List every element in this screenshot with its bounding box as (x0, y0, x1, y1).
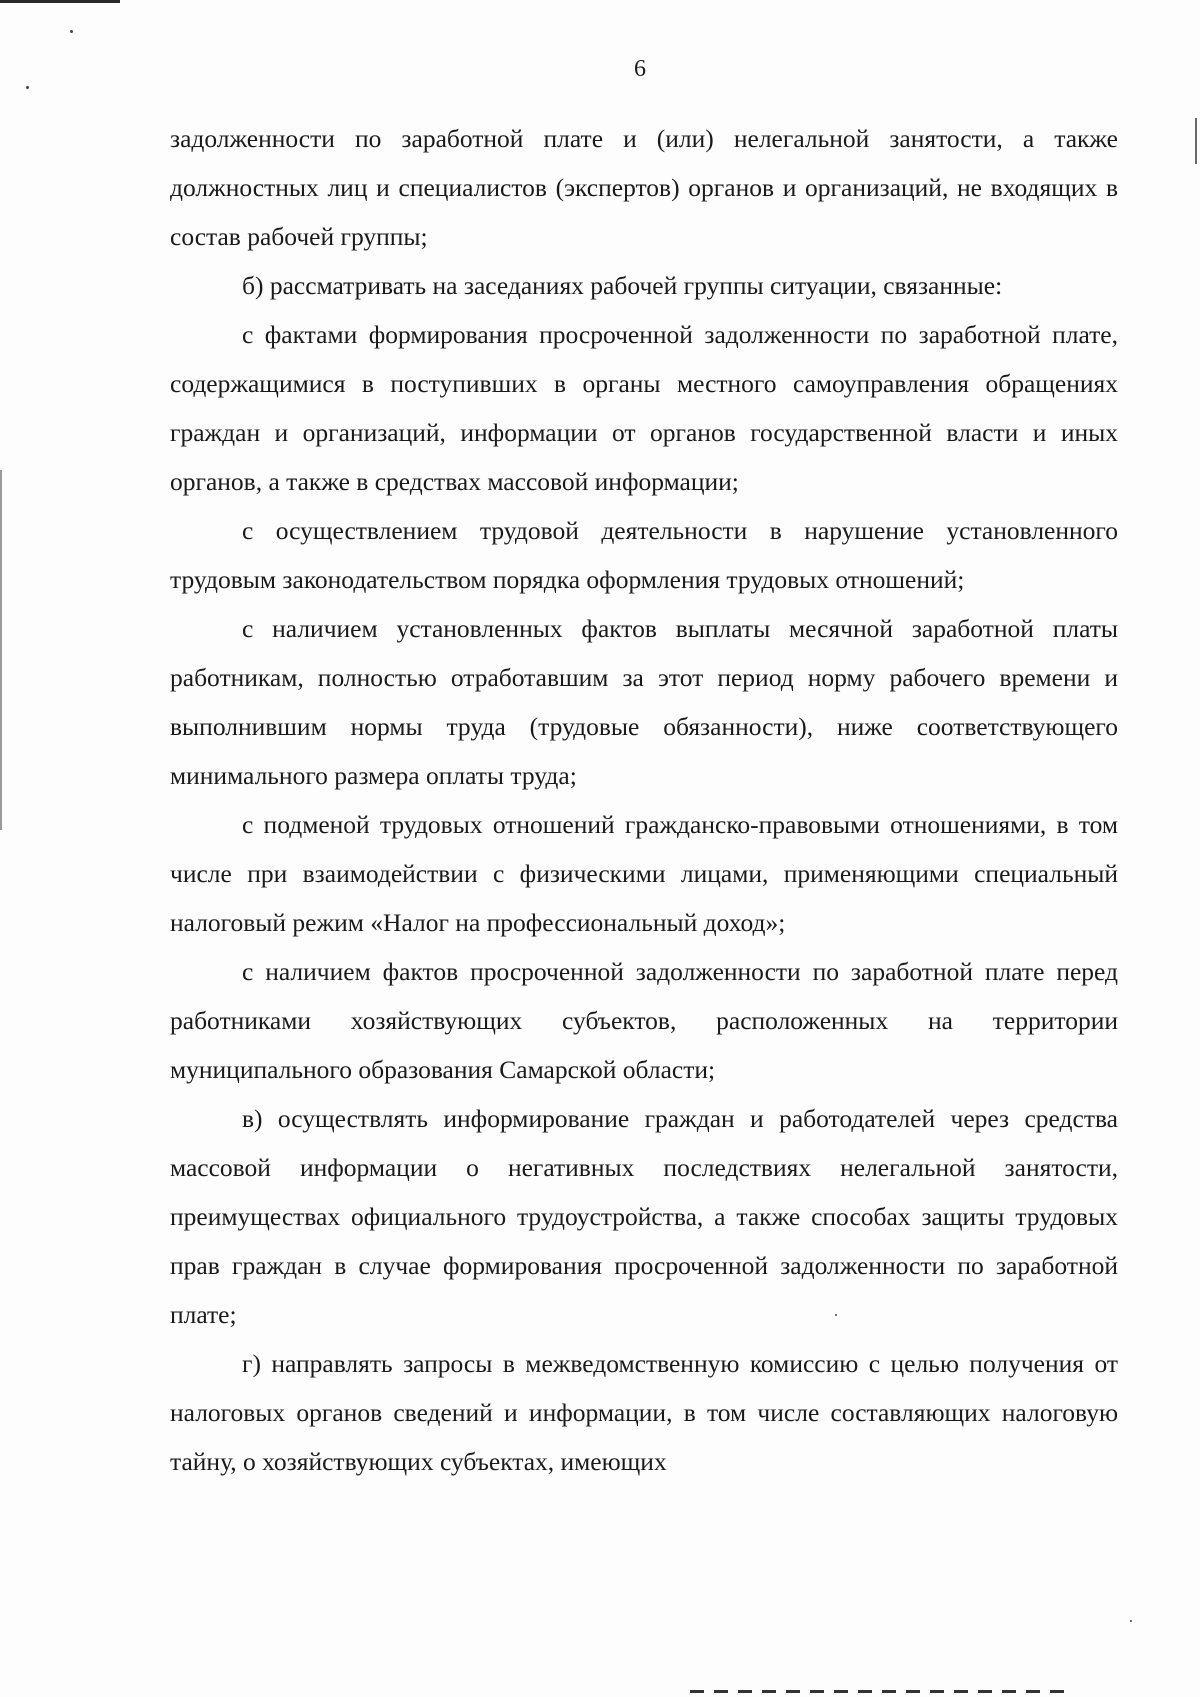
scan-artifact-right-edge (1195, 118, 1197, 164)
scan-speck (70, 30, 73, 33)
paragraph-item-g: г) направлять запросы в межведомственную комиссию с целью получения от налоговых органов сведений и информации, в том числе составляющих налоговую тайну, о хозяйствующих субъектах, имеющих (170, 1349, 1118, 1476)
scan-speck (26, 86, 29, 89)
paragraph-municipal-debt: с наличием фактов просроченной задолженности по заработной плате перед работниками хозяйствующих субъектов, расположенных на территории муниципального образования Самарской области; (170, 957, 1118, 1084)
paragraph-civil-law-substitution: с подменой трудовых отношений гражданско-правовыми отношениями, в том числе при взаимодействии с физическими лицами, применяющими специальный налоговый режим «Налог на профессиональный доход»; (170, 810, 1118, 937)
paragraph-item-b: б) рассматривать на заседаниях рабочей группы ситуации, связанные: (242, 271, 1003, 300)
paragraph-continuation: задолженности по заработной плате и (или) нелегальной занятости, а также должностных лиц и специалистов (экспертов) органов и организаций, не входящих в состав рабочей группы; (170, 124, 1118, 251)
scan-artifact-left-edge (0, 470, 2, 830)
paragraph-item-v: в) осуществлять информирование граждан и работодателей через средства массовой информации о негативных последствиях нелегальной занятости, преимуществах официального трудоустройства, а также способах защиты трудовых прав граждан в случае формирования просроченной задолженности по заработной плате; (170, 1104, 1118, 1329)
paragraph-overdue-debt-facts: с фактами формирования просроченной задолженности по заработной плате, содержащимися в поступивших в органы местного самоуправления обращениях граждан и организаций, информации от органов государственной власти и иных органов, а также в средствах массовой информации; (170, 320, 1118, 496)
document-body (170, 114, 1118, 1486)
scan-speck (1130, 1620, 1132, 1622)
scan-artifact-top (0, 0, 120, 3)
paragraph-labor-violation: с осуществлением трудовой деятельности в нарушение установленного трудовым законодательством порядка оформления трудовых отношений; (170, 516, 1118, 594)
scan-artifact-bottom (690, 1690, 1070, 1693)
paragraph-below-minimum-wage: с наличием установленных фактов выплаты месячной заработной платы работникам, полностью отработавшим за этот период норму рабочего времени и выполнившим нормы труда (трудовые обязанности), ниже соответствующего минимального размера оплаты труда; (170, 614, 1118, 790)
page-number: 6 (634, 56, 646, 82)
